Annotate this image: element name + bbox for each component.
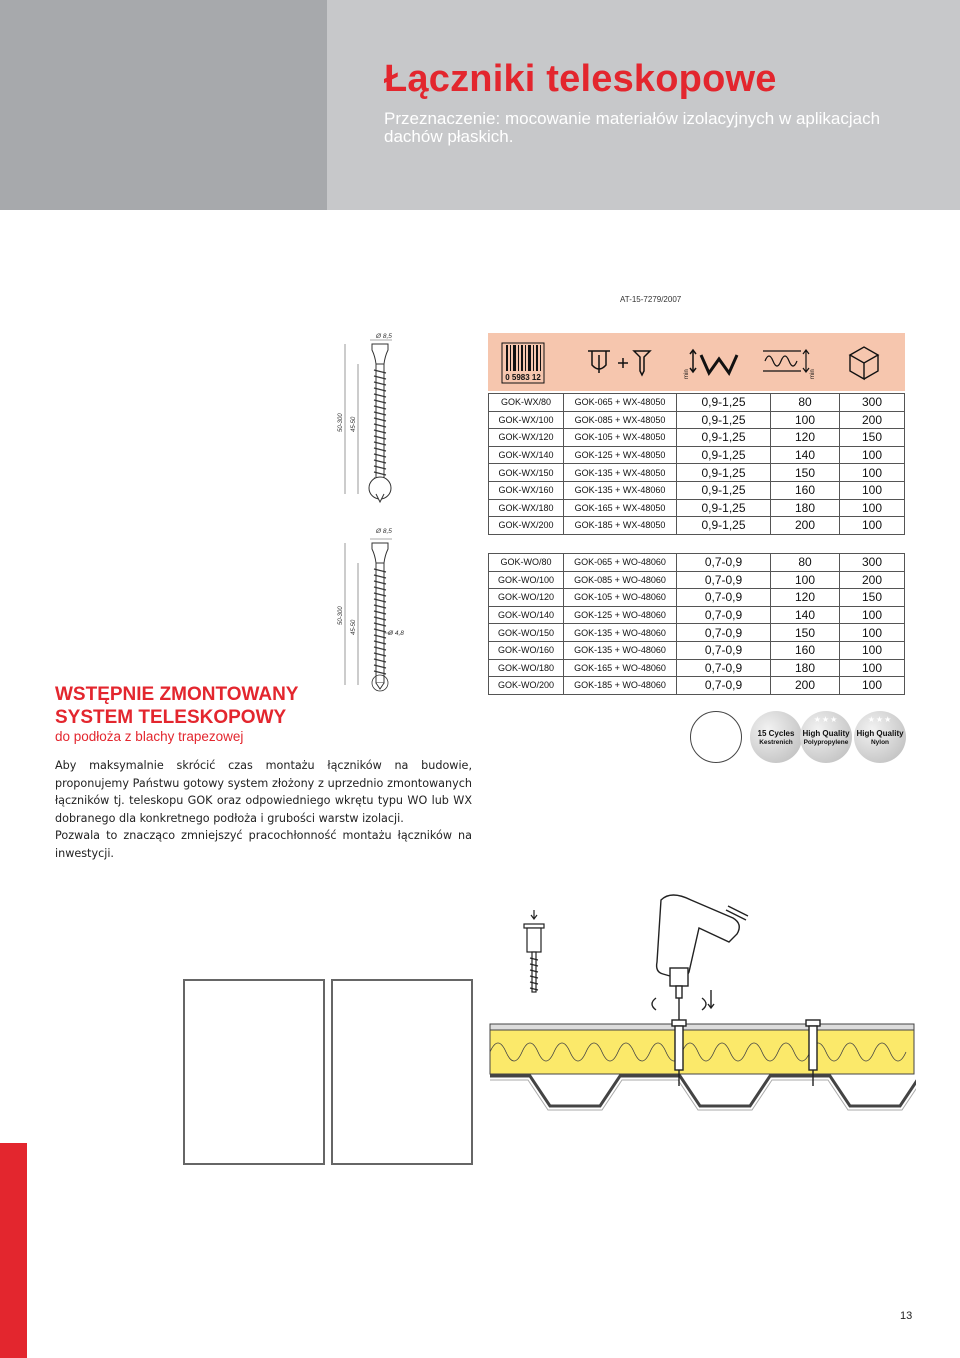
table-cell: GOK-085 + WO-48060	[564, 571, 677, 589]
table-cell: 140	[771, 606, 840, 624]
table-row	[489, 624, 905, 642]
table-cell: 0,7-0,9	[677, 624, 771, 642]
table-cell: 150	[840, 589, 905, 607]
wx-head-dia: Ø 8,5	[376, 333, 392, 340]
badge-line1: High Quality	[856, 729, 904, 738]
icon-band	[488, 333, 905, 391]
table-cell: GOK-065 + WO-48060	[564, 554, 677, 572]
badge-stars: ★★★	[867, 715, 893, 724]
table-cell: 100	[840, 499, 905, 517]
table-row	[489, 659, 905, 677]
table-cell: 0,7-0,9	[677, 659, 771, 677]
installation-illustration	[486, 880, 916, 1140]
image-placeholder-left	[183, 979, 325, 1165]
table-cell: 200	[771, 677, 840, 695]
image-placeholder-right	[331, 979, 473, 1165]
table-cell: 0,7-0,9	[677, 554, 771, 572]
section-paragraph	[55, 757, 472, 863]
table-cell: 100	[771, 571, 840, 589]
telescopic-fastener-icon	[524, 910, 544, 992]
table-cell: 300	[840, 554, 905, 572]
table-cell: 140	[771, 446, 840, 464]
blank-badge	[690, 711, 742, 763]
paragraph-1: Aby maksymalnie skrócić czas montażu łączników na budowie, proponujemy Państwu gotowy system złożony z uprzednio zmontowanych łączników tj. teleskopu GOK oraz odpowiedniego wkrętu typu WO lub WX dobranego dla konkretnego podłoża i grubości warstw izolacji.	[55, 759, 472, 825]
barcode-number: 0 5983 12	[505, 373, 541, 382]
wo-len-total: 50-300	[338, 606, 344, 625]
table-cell: 0,9-1,25	[677, 394, 771, 412]
table-cell: GOK-WX/80	[489, 394, 564, 412]
section-heading	[55, 683, 298, 729]
drill-icon	[652, 895, 748, 1028]
table-cell: 100	[840, 641, 905, 659]
table-cell: 160	[771, 481, 840, 499]
table-cell: 160	[771, 641, 840, 659]
table-cell: 100	[840, 464, 905, 482]
cycles-badge	[750, 711, 802, 763]
table-row	[489, 464, 905, 482]
table-row	[489, 641, 905, 659]
table-row	[489, 677, 905, 695]
table-cell: GOK-WX/140	[489, 446, 564, 464]
paragraph-2: Pozwala to znacząco zmniejszyć pracochłonność montażu łączników na inwestycji.	[55, 829, 472, 860]
table-cell: 100	[840, 624, 905, 642]
table-row	[489, 517, 905, 535]
badge-line1: High Quality	[802, 729, 850, 738]
table-cell: GOK-WX/150	[489, 464, 564, 482]
table-cell: 0,7-0,9	[677, 606, 771, 624]
table-cell: GOK-WO/100	[489, 571, 564, 589]
table-row	[489, 571, 905, 589]
table-cell: GOK-WO/200	[489, 677, 564, 695]
table-cell: GOK-065 + WX-48050	[564, 394, 677, 412]
table-cell: GOK-185 + WO-48060	[564, 677, 677, 695]
table-cell: GOK-135 + WX-48050	[564, 464, 677, 482]
table-row	[489, 446, 905, 464]
wx-spec-table	[488, 393, 905, 535]
wx-screw-drawing	[330, 328, 410, 538]
badge-line1: 15 Cycles	[757, 729, 795, 738]
table-cell: 150	[771, 624, 840, 642]
table-cell: 100	[840, 481, 905, 499]
table-cell: 100	[840, 446, 905, 464]
table-cell: 200	[840, 411, 905, 429]
badge-line2: Kestrenich	[759, 739, 793, 746]
section-heading-line2: SYSTEM TELESKOPOWY	[55, 707, 287, 728]
table-cell: GOK-125 + WX-48050	[564, 446, 677, 464]
table-cell: GOK-135 + WX-48060	[564, 481, 677, 499]
table-cell: GOK-WX/100	[489, 411, 564, 429]
table-cell: 100	[840, 606, 905, 624]
table-cell: GOK-WX/120	[489, 429, 564, 447]
table-cell: 180	[771, 659, 840, 677]
wx-len-screw: 45-50	[351, 416, 357, 432]
page-number: 13	[900, 1310, 913, 1322]
table-cell: 0,9-1,25	[677, 499, 771, 517]
table-cell: GOK-085 + WX-48050	[564, 411, 677, 429]
certificate-number: AT-15-7279/2007	[620, 295, 682, 304]
table-cell: 0,7-0,9	[677, 571, 771, 589]
table-cell: 100	[771, 411, 840, 429]
table-cell: 0,7-0,9	[677, 589, 771, 607]
page-title: Łączniki teleskopowe	[384, 58, 777, 100]
badge-line2: Polypropylene	[803, 739, 849, 746]
table-cell: GOK-WO/80	[489, 554, 564, 572]
sheet-thickness-icon	[684, 350, 737, 379]
table-cell: 100	[840, 659, 905, 677]
table-cell: GOK-WO/150	[489, 624, 564, 642]
fastener-set-icon	[588, 351, 650, 375]
table-cell: 120	[771, 429, 840, 447]
table-cell: 0,9-1,25	[677, 517, 771, 535]
wo-screw-drawing	[330, 535, 410, 700]
table-cell: GOK-WX/200	[489, 517, 564, 535]
table-cell: GOK-125 + WO-48060	[564, 606, 677, 624]
header-left-panel	[0, 0, 327, 210]
table-cell: GOK-135 + WO-48060	[564, 624, 677, 642]
table-cell: GOK-WX/160	[489, 481, 564, 499]
table-cell: GOK-165 + WX-48050	[564, 499, 677, 517]
section-subheading: do podłoża z blachy trapezowej	[55, 729, 244, 744]
table-cell: 0,7-0,9	[677, 641, 771, 659]
wo-len-screw: 45-50	[351, 619, 357, 635]
table-row	[489, 589, 905, 607]
table-cell: GOK-WO/140	[489, 606, 564, 624]
table-cell: GOK-WO/180	[489, 659, 564, 677]
wo-thread-dia: Ø 4,8	[388, 630, 404, 637]
header-right-panel	[327, 0, 960, 210]
table-row	[489, 481, 905, 499]
table-cell: 80	[771, 394, 840, 412]
table-cell: 0,9-1,25	[677, 464, 771, 482]
table-cell: GOK-165 + WO-48060	[564, 659, 677, 677]
table-cell: 120	[771, 589, 840, 607]
table-cell: GOK-105 + WO-48060	[564, 589, 677, 607]
table-cell: 200	[771, 517, 840, 535]
insulation-thickness-icon	[763, 350, 816, 379]
table-cell: GOK-105 + WX-48050	[564, 429, 677, 447]
polypropylene-badge	[800, 711, 852, 763]
nylon-badge	[854, 711, 906, 763]
table-cell: GOK-WO/160	[489, 641, 564, 659]
wo-spec-table	[488, 553, 905, 695]
table-row	[489, 394, 905, 412]
table-row	[489, 411, 905, 429]
table-cell: 180	[771, 499, 840, 517]
table-cell: GOK-185 + WX-48050	[564, 517, 677, 535]
min-label: min	[684, 369, 690, 379]
wo-head-dia: Ø 8,5	[376, 528, 392, 535]
section-heading-line1: WSTĘPNIE ZMONTOWANY	[55, 684, 299, 705]
table-cell: 0,7-0,9	[677, 677, 771, 695]
table-row	[489, 554, 905, 572]
badge-stars: ★★★	[813, 715, 839, 724]
red-side-bar	[0, 1143, 27, 1358]
table-cell: 150	[840, 429, 905, 447]
table-cell: GOK-135 + WO-48060	[564, 641, 677, 659]
box-package-icon	[850, 347, 878, 379]
table-cell: 200	[840, 571, 905, 589]
table-cell: GOK-WX/180	[489, 499, 564, 517]
table-row	[489, 499, 905, 517]
table-cell: 0,9-1,25	[677, 481, 771, 499]
roof-section-diagram	[490, 1020, 916, 1110]
wx-len-total: 50-300	[338, 413, 344, 432]
table-cell: 150	[771, 464, 840, 482]
barcode-icon	[502, 343, 544, 383]
badge-line2: Nylon	[870, 739, 890, 746]
table-cell: 0,9-1,25	[677, 411, 771, 429]
table-cell: GOK-WO/120	[489, 589, 564, 607]
table-cell: 80	[771, 554, 840, 572]
table-cell: 0,9-1,25	[677, 429, 771, 447]
table-cell: 100	[840, 677, 905, 695]
table-row	[489, 606, 905, 624]
page-subtitle: Przeznaczenie: mocowanie materiałów izolacyjnych w aplikacjach dachów płaskich.	[384, 109, 881, 146]
table-row	[489, 429, 905, 447]
table-cell: 100	[840, 517, 905, 535]
table-cell: 300	[840, 394, 905, 412]
table-cell: 0,9-1,25	[677, 446, 771, 464]
max-label: min	[810, 369, 816, 379]
